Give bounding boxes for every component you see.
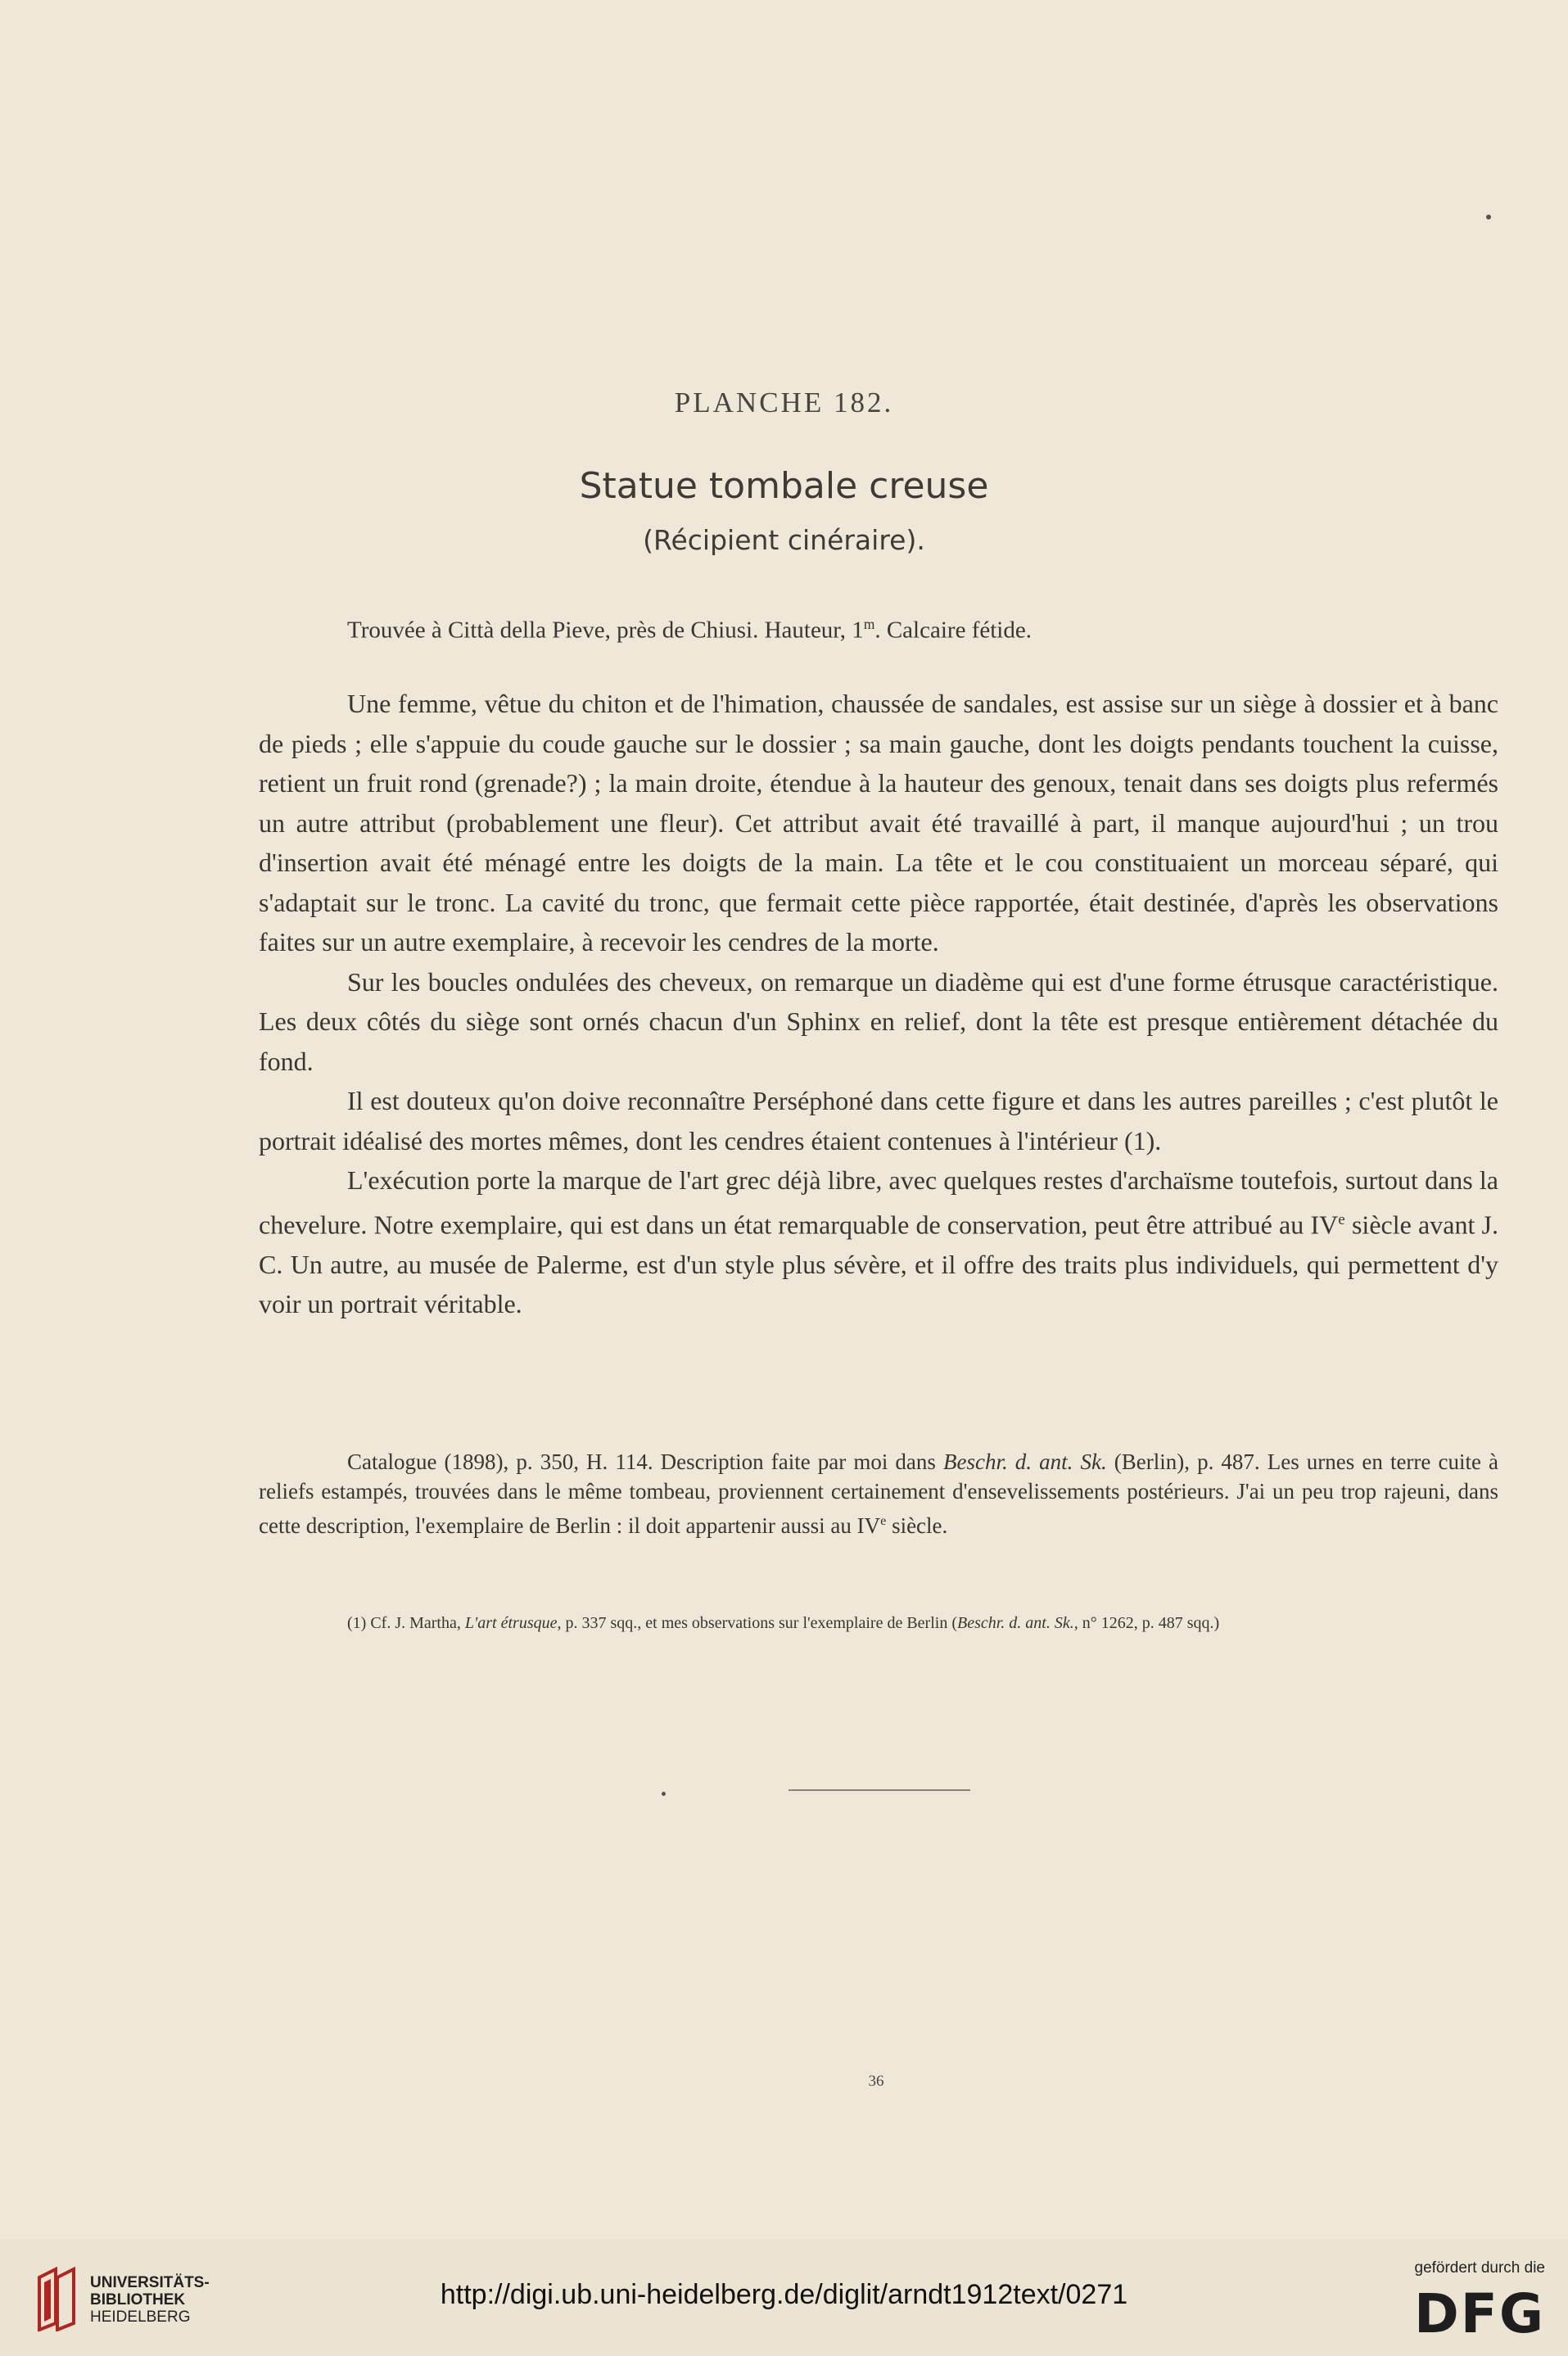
catalogue-note: Catalogue (1898), p. 350, H. 114. Description faite par moi dans Beschr. d. ant. Sk. (Berlin), p. 487. Les urnes en terre cuite à reliefs estampés, trouvées dans le même tombeau, proviennent certainement d'ensevelissements postérieurs. J'ai un peu trop rajeuni, dans cette description, l'exemplaire de Berlin : il doit appartenir aussi au IVe siècle.	[259, 1449, 1499, 1538]
paper-speck	[662, 1792, 666, 1796]
paragraph-hair: Sur les boucles ondulées des cheveux, on remarque un diadème qui est d'une forme étrusque caractéristique. Les deux côtés du siège sont ornés chacun d'un Sphinx en relief, dont la tête est presque entièrement détachée du fond.	[259, 966, 1498, 1076]
paper-speck	[1486, 215, 1491, 219]
paragraph-execution: L'exécution porte la marque de l'art grec déjà libre, avec quelques restes d'archaïsme toutefois, surtout dans la chevelure. Notre exemplaire, qui est dans un état remarquable de conservation, peut être attribué au IVe siècle avant J. C. Un autre, au musée de Palerme, est d'un style plus sévère, et il offre des traits plus individuels, qui permettent d'y voir un portrait véritable.	[259, 1165, 1499, 1319]
footer-bar	[0, 2240, 1568, 2356]
plate-number: PLANCHE 182.	[674, 387, 894, 418]
page-title: Statue tombale creuse	[579, 465, 989, 507]
page-url-link[interactable]: http://digi.ub.uni-heidelberg.de/diglit/arndt1912text/0271	[440, 2279, 1128, 2310]
divider-rule	[789, 1789, 970, 1791]
dfg-logo: DFG	[1413, 2282, 1545, 2345]
page-subtitle: (Récipient cinéraire).	[643, 524, 925, 556]
library-name: UNIVERSITÄTS- BIBLIOTHEK HEIDELBERG	[90, 2274, 210, 2326]
page-number: 36	[868, 2073, 884, 2090]
find-location-line: Trouvée à Città della Pieve, près de Chiusi. Hauteur, 1$^m$. Calcaire fétide.	[347, 616, 1032, 644]
paragraph-description: Une femme, vêtue du chiton et de l'himation, chaussée de sandales, est assise sur un siège à dossier et à banc de pieds ; elle s'appuie du coude gauche sur le dossier ; sa main gauche, dont les doigts pendants touchent la cuisse, retient un fruit rond (grenade?) ; la main droite, étendue à la hauteur des genoux, tenait dans ses doigts plus refermés un autre attribut (probablement une fleur). Cet attribut avait été travaillé à part, il manque aujourd'hui ; un trou d'insertion avait été ménagé entre les doigts de la main. La tête et le cou constituaient un morceau séparé, qui s'adaptait sur le tronc. La cavité du tronc, que fermait cette pièce rapportée, était destinée, d'après les observations faites sur un autre exemplaire, à recevoir les cendres de la morte.	[259, 689, 1498, 956]
paragraph-interpretation: Il est douteux qu'on doive reconnaître Perséphoné dans cette figure et dans les autres pareilles ; c'est plutôt le portrait idéalisé des mortes mêmes, dont les cendres étaient contenues à l'intérieur (1).	[259, 1086, 1498, 1155]
funding-caption: gefördert durch die	[1414, 2259, 1545, 2277]
main-text	[259, 684, 1498, 1324]
footnote: (1) Cf. J. Martha, L'art étrusque, p. 337 sqq., et mes observations sur l'exemplaire de Berlin (Beschr. d. ant. Sk., n° 1262, p. 487 sqq.)	[347, 1614, 1220, 1632]
